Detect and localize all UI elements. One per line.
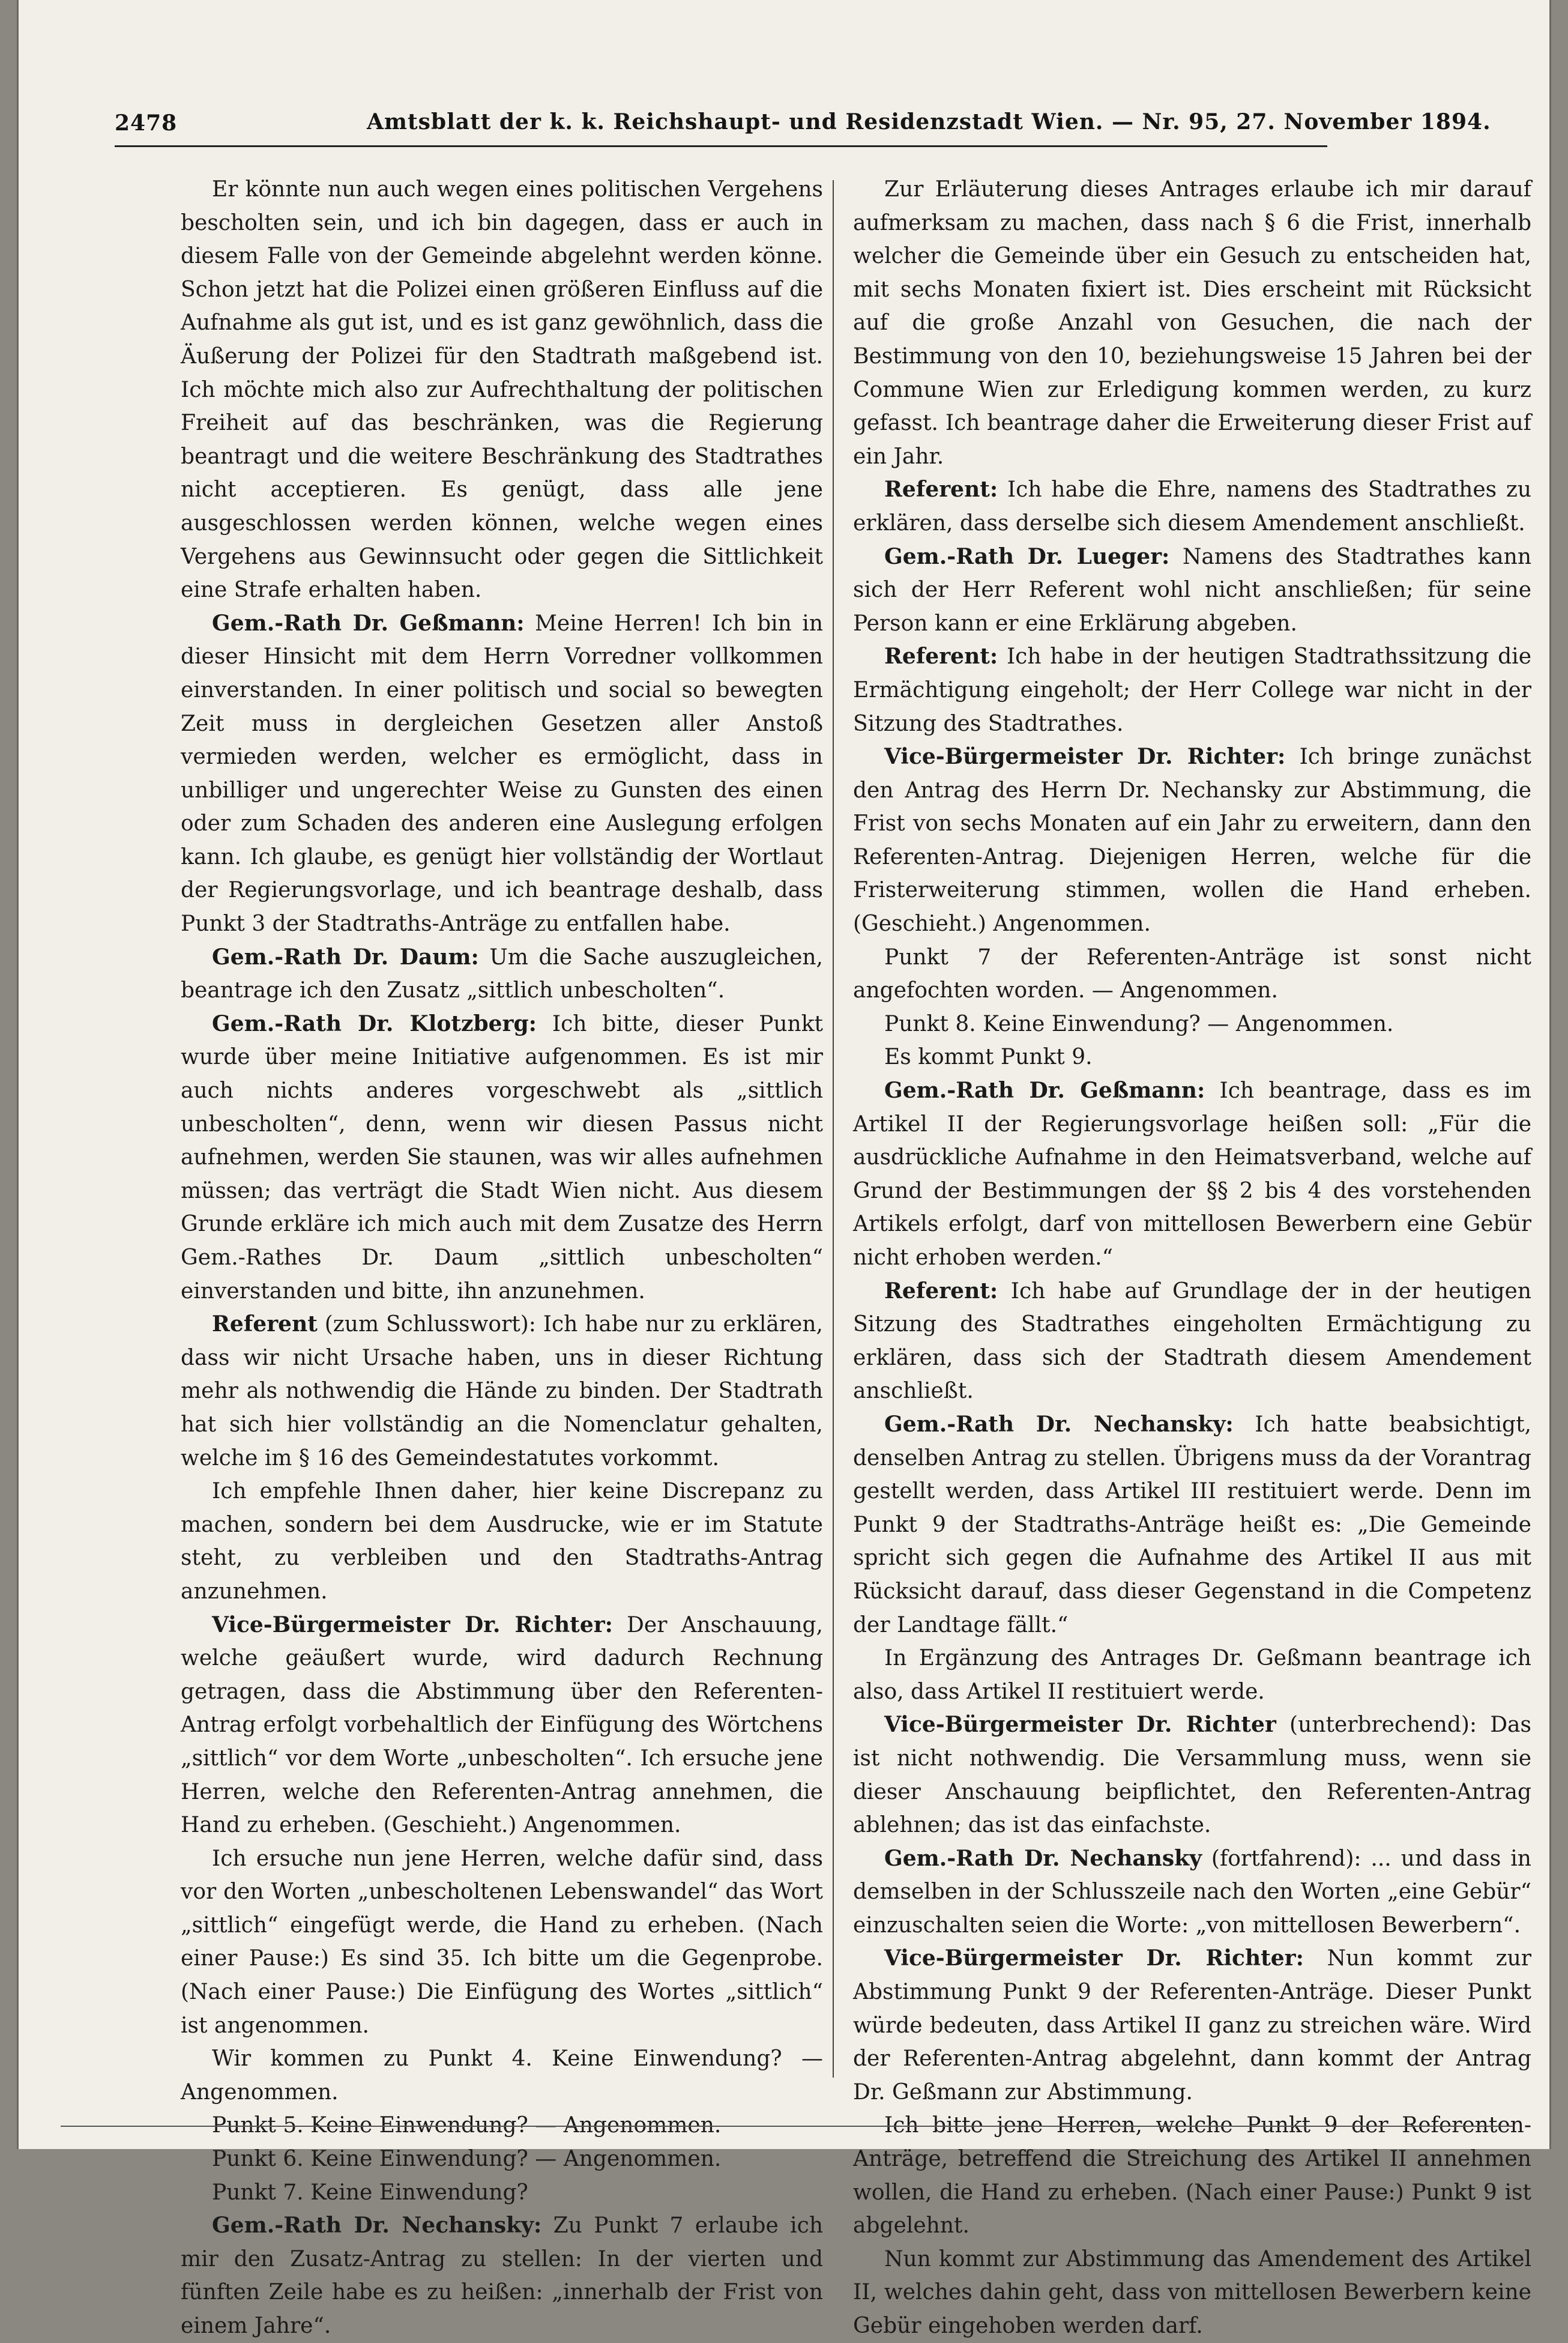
paragraph-text: Zur Erläuterung dieses Antrages erlaube ich mir darauf aufmerksam zu machen, dass nach § 6 die Frist, innerhalb welcher die Gemeinde über ein Gesuch zu entscheiden hat, mit sechs Monaten fixiert ist. Dies erscheint mit Rücksicht auf die große Anzahl von Gesuchen, die nach der Bestimmung von den 10, beziehungsweise 15 Jahren bei der Commune Wien zur Erledigung kommen werden, zu kurz gefasst. Ich beantrage daher die Erweiterung dieser Frist auf ein Jahr. — [853, 177, 1531, 469]
paragraph-text: Punkt 8. Keine Einwendung? — Angenommen. — [884, 1011, 1394, 1036]
speaker-name: Referent: — [884, 477, 998, 503]
paragraph-text: Nun kommt zur Abstimmung Punkt 9 der Referenten-Anträge. Dieser Punkt würde bedeuten, dass Artikel II ganz zu streichen wäre. Wird der Referenten-Antrag abgelehnt, dann kommt der Antrag Dr. Geßmann zur Abstimmung. — [853, 1946, 1531, 2105]
paragraph-text: Punkt 7 der Referenten-Anträge ist sonst nicht angefochten worden. — Angenommen. — [853, 945, 1531, 1003]
page-number: 2478 — [115, 110, 178, 136]
paragraph — [853, 1942, 1531, 2109]
paragraph-text: Ich hatte beabsichtigt, denselben Antrag zu stellen. Übrigens muss da der Vorantrag gestellt werden, dass Artikel III restituiert werde. Denn im Punkt 9 der Stadtraths-Anträge heißt es: „Die Gemeinde spricht sich gegen die Aufnahme des Artikel II aus mit Rücksicht darauf, dass dieser Gegenstand in die Competenz der Landtage fällt.“ — [853, 1412, 1531, 1637]
paragraph-text: Punkt 6. Keine Einwendung? — Angenommen. — [212, 2147, 722, 2172]
paragraph — [853, 740, 1531, 941]
speaker-name: Vice-Bürgermeister Dr. Richter: — [884, 744, 1286, 770]
gazette-title: Amtsblatt der k. k. Reichshaupt- und Residenzstadt Wien. — Nr. 95, 27. November 1894. — [367, 109, 1491, 135]
paragraph-text: Ich habe auf Grundlage der in der heutigen Sitzung des Stadtrathes eingeholten Ermächtigung zu erklären, dass sich der Stadtrath diesem Amendement anschließt. — [853, 1278, 1531, 1404]
speaker-name: Gem.-Rath Dr. Nechansky: — [212, 2213, 542, 2239]
paragraph-text: Meine Herren! Ich bin in dieser Hinsicht mit dem Herrn Vorredner vollkommen einverstanden. In einer politisch und social so bewegten Zeit muss in dergleichen Gesetzen aller Anstoß vermieden werden, welcher es ermöglicht, dass in unbilliger und ungerechter Weise zu Gunsten des einen oder zum Schaden des anderen eine Auslegung erfolgen kann. Ich glaube, es genügt hier vollständig der Wortlaut der Regierungsvorlage, und ich beantrage deshalb, dass Punkt 3 der Stadtraths-Anträge zu entfallen habe. — [181, 611, 823, 937]
paragraph — [181, 2209, 823, 2342]
left-column — [181, 173, 823, 2343]
paragraph — [853, 2109, 1531, 2242]
paragraph — [181, 1475, 823, 1608]
paragraph — [181, 2042, 823, 2109]
paragraph-text: Ich habe in der heutigen Stadtrathssitzung die Ermächtigung eingeholt; der Herr College war nicht in der Sitzung des Stadtrathes. — [853, 644, 1531, 736]
paragraph — [181, 173, 823, 607]
paragraph-text: Punkt 5. Keine Einwendung? — Angenommen. — [212, 2113, 722, 2138]
paragraph — [853, 1408, 1531, 1642]
paragraph — [181, 2142, 823, 2176]
paragraph-text: (zum Schlusswort): Ich habe nur zu erklären, dass wir nicht Ursache haben, uns in dieser Richtung mehr als nothwendig die Hände zu binden. Der Stadtrath hat sich hier vollständig an die Nomenclatur gehalten, welche im § 16 des Gemeindestatutes vorkommt. — [181, 1312, 823, 1471]
paragraph — [853, 473, 1531, 540]
paragraph — [181, 941, 823, 1008]
paragraph — [181, 1842, 823, 2043]
speaker-name: Vice-Bürgermeister Dr. Richter — [884, 1712, 1276, 1738]
right-column — [853, 173, 1531, 2343]
paragraph-text: Nun kommt zur Abstimmung das Amendement des Artikel II, welches dahin geht, dass von mittellosen Bewerbern keine Gebür eingehoben werden darf. — [853, 2246, 1531, 2338]
paragraph-text: Er könnte nun auch wegen eines politischen Vergehens bescholten sein, und ich bin dagegen, dass er auch in diesem Falle von der Gemeinde abgelehnt werden könne. Schon jetzt hat die Polizei einen größeren Einfluss auf die Aufnahme als gut ist, und es ist ganz gewöhnlich, dass die Äußerung der Polizei für den Stadtrath maßgebend ist. Ich möchte mich also zur Aufrechthaltung der politischen Freiheit auf das beschränken, was die Regierung beantragt und die weitere Beschränkung des Stadtrathes nicht acceptieren. Es genügt, dass alle jene ausgeschlossen werden können, welche wegen eines Vergehens aus Gewinnsucht oder gegen die Sittlichkeit eine Strafe erhalten haben. — [181, 177, 823, 603]
paragraph-text: In Ergänzung des Antrages Dr. Geßmann beantrage ich also, dass Artikel II restituiert werde. — [853, 1646, 1531, 1704]
newspaper-page — [17, 0, 1551, 2338]
speaker-name: Referent: — [884, 1278, 998, 1304]
paragraph — [853, 1008, 1531, 1041]
paragraph-text: (fortfahrend): ... und dass in demselben in der Schlusszeile nach den Worten „eine Gebür“ einzuschalten seien die Worte: „von mittellosen Bewerbern“. — [853, 1846, 1531, 1938]
paragraph — [853, 1074, 1531, 1275]
paragraph-text: Um die Sache auszugleichen, beantrage ich den Zusatz „sittlich unbescholten“. — [181, 945, 823, 1003]
speaker-name: Gem.-Rath Dr. Klotzberg: — [212, 1011, 537, 1036]
paragraph — [181, 607, 823, 941]
header-rule — [115, 145, 1327, 147]
speaker-name: Gem.-Rath Dr. Geßmann: — [884, 1078, 1205, 1104]
paragraph — [853, 640, 1531, 740]
speaker-name: Gem.-Rath Dr. Nechansky — [884, 1845, 1202, 1871]
paragraph-text: Ich empfehle Ihnen daher, hier keine Discrepanz zu machen, sondern bei dem Ausdrucke, wie er im Statute steht, zu verbleiben und den Stadtraths-Antrag anzunehmen. — [181, 1479, 823, 1604]
paragraph — [853, 1642, 1531, 1708]
paragraph — [181, 1609, 823, 1842]
paragraph-text: Ich bitte, dieser Punkt wurde über meine Initiative aufgenommen. Es ist mir auch nichts anderes vorgeschwebt als „sittlich unbescholten“, denn, wenn wir diesen Passus nicht aufnehmen, werden Sie staunen, was wir alles aufnehmen müssen; das verträgt die Stadt Wien nicht. Aus diesem Grunde erkläre ich mich auch mit dem Zusatze des Herrn Gem.-Rathes Dr. Daum „sittlich unbescholten“ einverstanden und bitte, ihn anzunehmen. — [181, 1011, 823, 1304]
speaker-name: Referent: — [884, 644, 998, 670]
paragraph-text: Ich bringe zunächst den Antrag des Herrn Dr. Nechansky zur Abstimmung, die Frist von sechs Monaten auf ein Jahr zu erweitern, dann den Referenten-Antrag. Diejenigen Herren, welche für die Fristerweiterung stimmen, wollen die Hand erheben. (Geschieht.) Angenommen. — [853, 745, 1531, 937]
paragraph-text: Ich habe die Ehre, namens des Stadtrathes zu erklären, dass derselbe sich diesem Amendement anschließt. — [853, 477, 1532, 536]
paragraph — [181, 1308, 823, 1475]
paragraph-text: Ich ersuche nun jene Herren, welche dafür sind, dass vor den Worten „unbescholtenen Lebenswandel“ das Wort „sittlich“ eingefügt werde, die Hand zu erheben. (Nach einer Pause:) Es sind 35. Ich bitte um die Gegenprobe. (Nach einer Pause:) Die Einfügung des Wortes „sittlich“ ist angenommen. — [181, 1846, 823, 2038]
paragraph — [853, 1708, 1531, 1842]
speaker-name: Gem.-Rath Dr. Geßmann: — [212, 610, 525, 636]
paragraph-text: (unterbrechend): Das ist nicht nothwendig. Die Versammlung muss, wenn sie dieser Anschauung beipflichtet, den Referenten-Antrag ablehnen; das ist das einfachste. — [853, 1713, 1531, 1838]
paragraph-text: Es kommt Punkt 9. — [884, 1045, 1093, 1070]
paragraph-text: Namens des Stadtrathes kann sich der Herr Referent wohl nicht anschließen; für seine Person kann er eine Erklärung abgeben. — [853, 544, 1532, 636]
speaker-name: Gem.-Rath Dr. Nechansky: — [884, 1411, 1234, 1437]
speaker-name: Gem.-Rath Dr. Lueger: — [884, 543, 1170, 569]
paragraph — [853, 1842, 1531, 1942]
paragraph-text: Ich bitte jene Herren, welche Punkt 9 der Referenten-Anträge, betreffend die Streichung des Artikel II annehmen wollen, die Hand zu erheben. (Nach einer Pause:) Punkt 9 ist abgelehnt. — [853, 2113, 1531, 2239]
paragraph — [853, 1275, 1531, 1408]
paragraph-text: Punkt 7. Keine Einwendung? — [212, 2180, 528, 2205]
paragraph-text: Ich beantrage, dass es im Artikel II der Regierungsvorlage heißen soll: „Für die ausdrückliche Aufnahme in den Heimatsverband, welche auf Grund der Bestimmungen der §§ 2 bis 4 des vorstehenden Artikels erfolgt, darf von mittellosen Bewerbern eine Gebür nicht erhoben werden.“ — [853, 1078, 1531, 1270]
paragraph — [853, 1041, 1531, 1074]
paragraph-text: Der Anschauung, welche geäußert wurde, wird dadurch Rechnung getragen, dass die Abstimmung über den Referenten-Antrag erfolgt vorbehaltlich der Einfügung des Wörtchens „sittlich“ vor dem Worte „unbescholten“. Ich ersuche jene Herren, welche den Referenten-Antrag annehmen, die Hand zu erheben. (Geschieht.) Angenommen. — [181, 1612, 823, 1838]
paragraph-text: Wir kommen zu Punkt 4. Keine Einwendung? — Angenommen. — [181, 2046, 823, 2105]
paragraph — [853, 2243, 1531, 2343]
paragraph — [181, 1008, 823, 1308]
paragraph-text: Zu Punkt 7 erlaube ich mir den Zusatz-Antrag zu stellen: In der vierten und fünften Zeile habe es zu heißen: „innerhalb der Frist von einem Jahre“. — [181, 2213, 824, 2338]
speaker-name: Vice-Bürgermeister Dr. Richter: — [884, 1945, 1304, 1971]
paragraph — [181, 2176, 823, 2210]
speaker-name: Vice-Bürgermeister Dr. Richter: — [212, 1612, 613, 1637]
speaker-name: Referent — [212, 1311, 318, 1337]
speaker-name: Gem.-Rath Dr. Daum: — [212, 944, 479, 970]
paragraph — [853, 173, 1531, 473]
column-divider — [833, 180, 834, 2078]
page-header — [115, 101, 1491, 137]
footer-rule — [61, 2126, 1513, 2127]
paragraph — [853, 540, 1531, 641]
paragraph — [853, 941, 1531, 1008]
